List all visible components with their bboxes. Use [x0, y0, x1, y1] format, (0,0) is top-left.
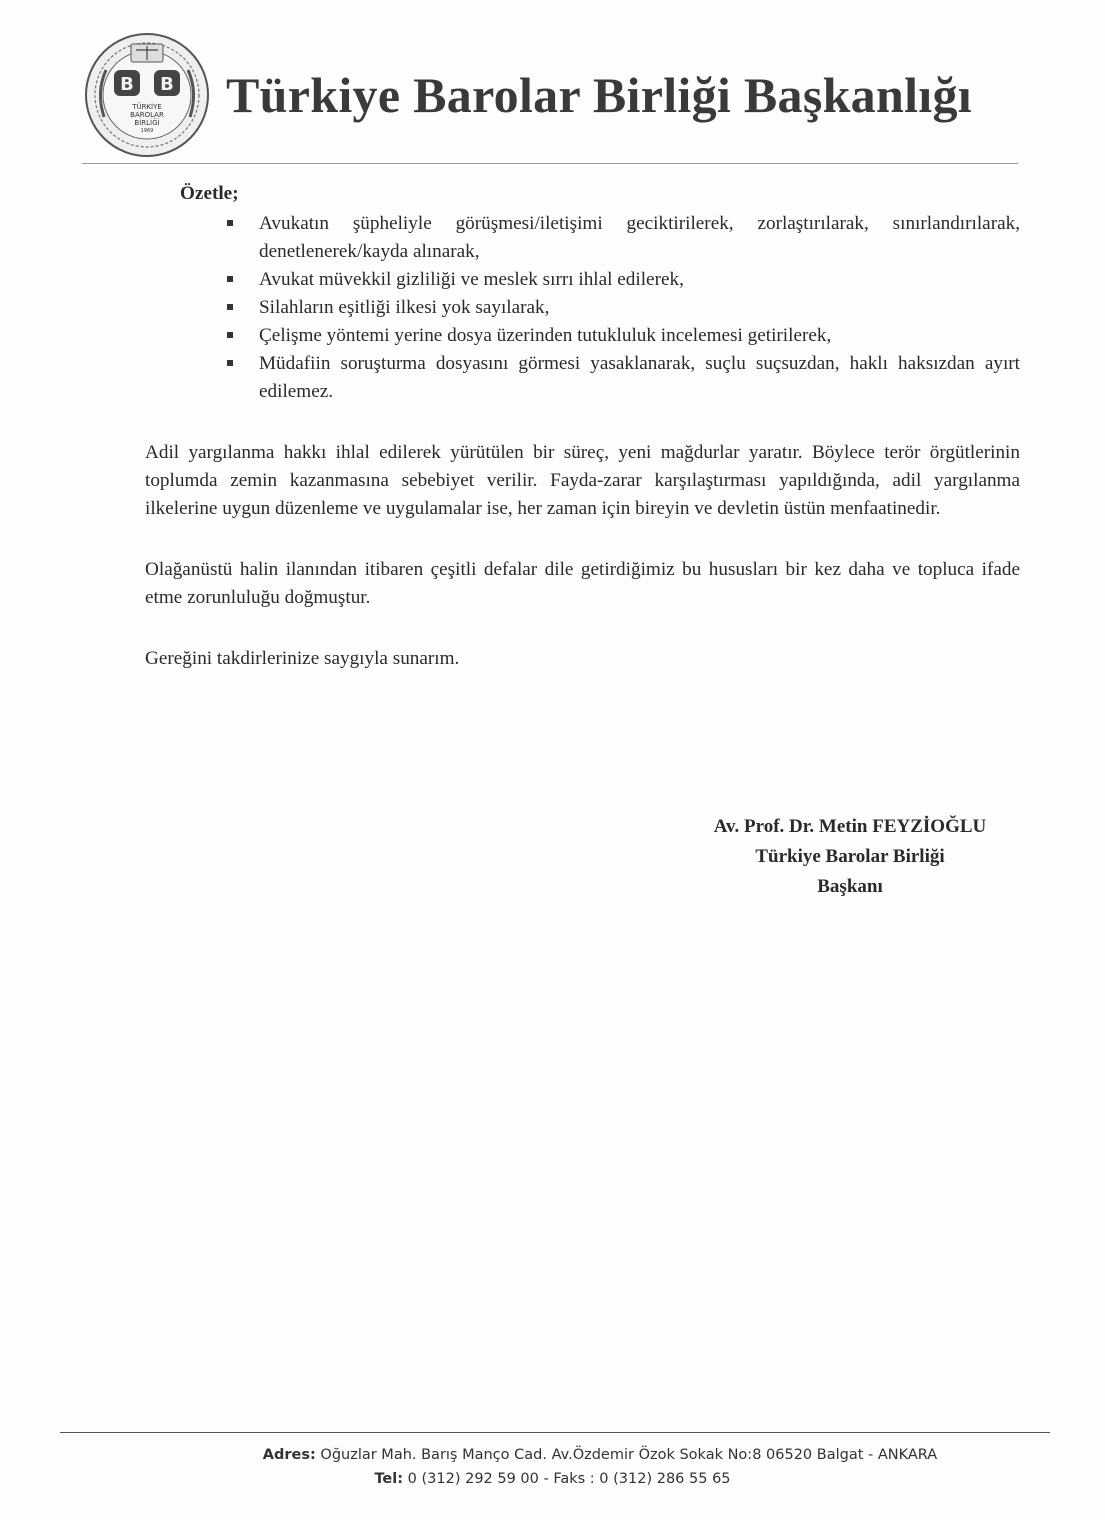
footer-phone-line: [0, 1467, 1105, 1491]
svg-text:1969: 1969: [140, 128, 154, 134]
bullet-item: [145, 266, 1020, 294]
address-text: Oğuzlar Mah. Barış Manço Cad. Av.Özdemir Özok Sokak No:8 06520 Balgat - ANKARA: [320, 1447, 938, 1463]
paragraph-closing: Gereğini takdirlerinize saygıyla sunarım.: [145, 648, 460, 669]
letter-body: [145, 180, 1020, 673]
bullet-item: [145, 322, 1020, 350]
organization-title: Türkiye Barolar Birliği Başkanlığı: [226, 67, 972, 123]
paragraph-state-of-emergency: Olağanüstü halin ilanından itibaren çeşitli defalar dile getirdiğimiz bu hususları bir kez daha ve topluca ifade etme zorunluluğu doğmuştur.: [145, 559, 1020, 608]
footer: [0, 1443, 1105, 1491]
svg-text:B: B: [160, 74, 174, 95]
bullet-square-icon: [227, 360, 233, 366]
letterhead: [80, 30, 1020, 160]
bullet-text: Avukatın şüpheliyle görüşmesi/iletişimi geciktirilerek, zorlaştırılarak, sınırlandırılarak, denetlenerek/kayda alınarak,: [259, 213, 1020, 262]
bullet-text: Silahların eşitliği ilkesi yok sayılarak,: [259, 297, 550, 318]
summary-bullet-list: [145, 210, 1020, 406]
bullet-text: Avukat müvekkil gizliliği ve meslek sırrı ihlal edilerek,: [259, 269, 684, 290]
signature-block: [640, 812, 1060, 902]
tel-text: 0 (312) 292 59 00 - Faks : 0 (312) 286 55 65: [407, 1471, 731, 1487]
svg-text:TÜRKİYE: TÜRKİYE: [132, 103, 162, 111]
svg-text:B: B: [120, 74, 134, 95]
svg-text:BİRLİĞİ: BİRLİĞİ: [134, 119, 160, 127]
bullet-item: [145, 210, 1020, 266]
tel-label: Tel:: [374, 1471, 404, 1487]
summary-heading: Özetle;: [180, 183, 239, 204]
footer-address-line: [0, 1443, 1105, 1467]
svg-text:BAROLAR: BAROLAR: [130, 111, 164, 119]
paragraph-fair-trial: Adil yargılanma hakkı ihlal edilerek yürütülen bir süreç, yeni mağdurlar yaratır. Böylece terör örgütlerinin toplumda zemin kazanmasına sebebiyet verilir. Fayda-zarar karşılaştırması yapıldığında, adil yargılanma ilkelerine uygun düzenleme ve uygulamalar ise, her zaman için bireyin ve devletin üstün menfaatinedir.: [145, 442, 1020, 519]
bar-association-seal-icon: [84, 32, 210, 158]
header-divider: [82, 163, 1018, 164]
bullet-text: Çelişme yöntemi yerine dosya üzerinden tutukluluk incelemesi getirilerek,: [259, 325, 832, 346]
address-label: Adres:: [262, 1447, 316, 1463]
footer-divider: [60, 1432, 1050, 1433]
bullet-square-icon: [227, 332, 233, 338]
bullet-item: [145, 294, 1020, 322]
bullet-square-icon: [227, 220, 233, 226]
bullet-square-icon: [227, 276, 233, 282]
bullet-item: [145, 350, 1020, 406]
bullet-square-icon: [227, 304, 233, 310]
signatory-name: Av. Prof. Dr. Metin FEYZİOĞLU: [713, 816, 987, 837]
bullet-text: Müdafiin soruşturma dosyasını görmesi yasaklanarak, suçlu suçsuzdan, haklı haksızdan ayırt edilemez.: [259, 353, 1020, 402]
signatory-role: Başkanı: [817, 876, 883, 897]
signatory-organization: Türkiye Barolar Birliği: [755, 846, 945, 867]
